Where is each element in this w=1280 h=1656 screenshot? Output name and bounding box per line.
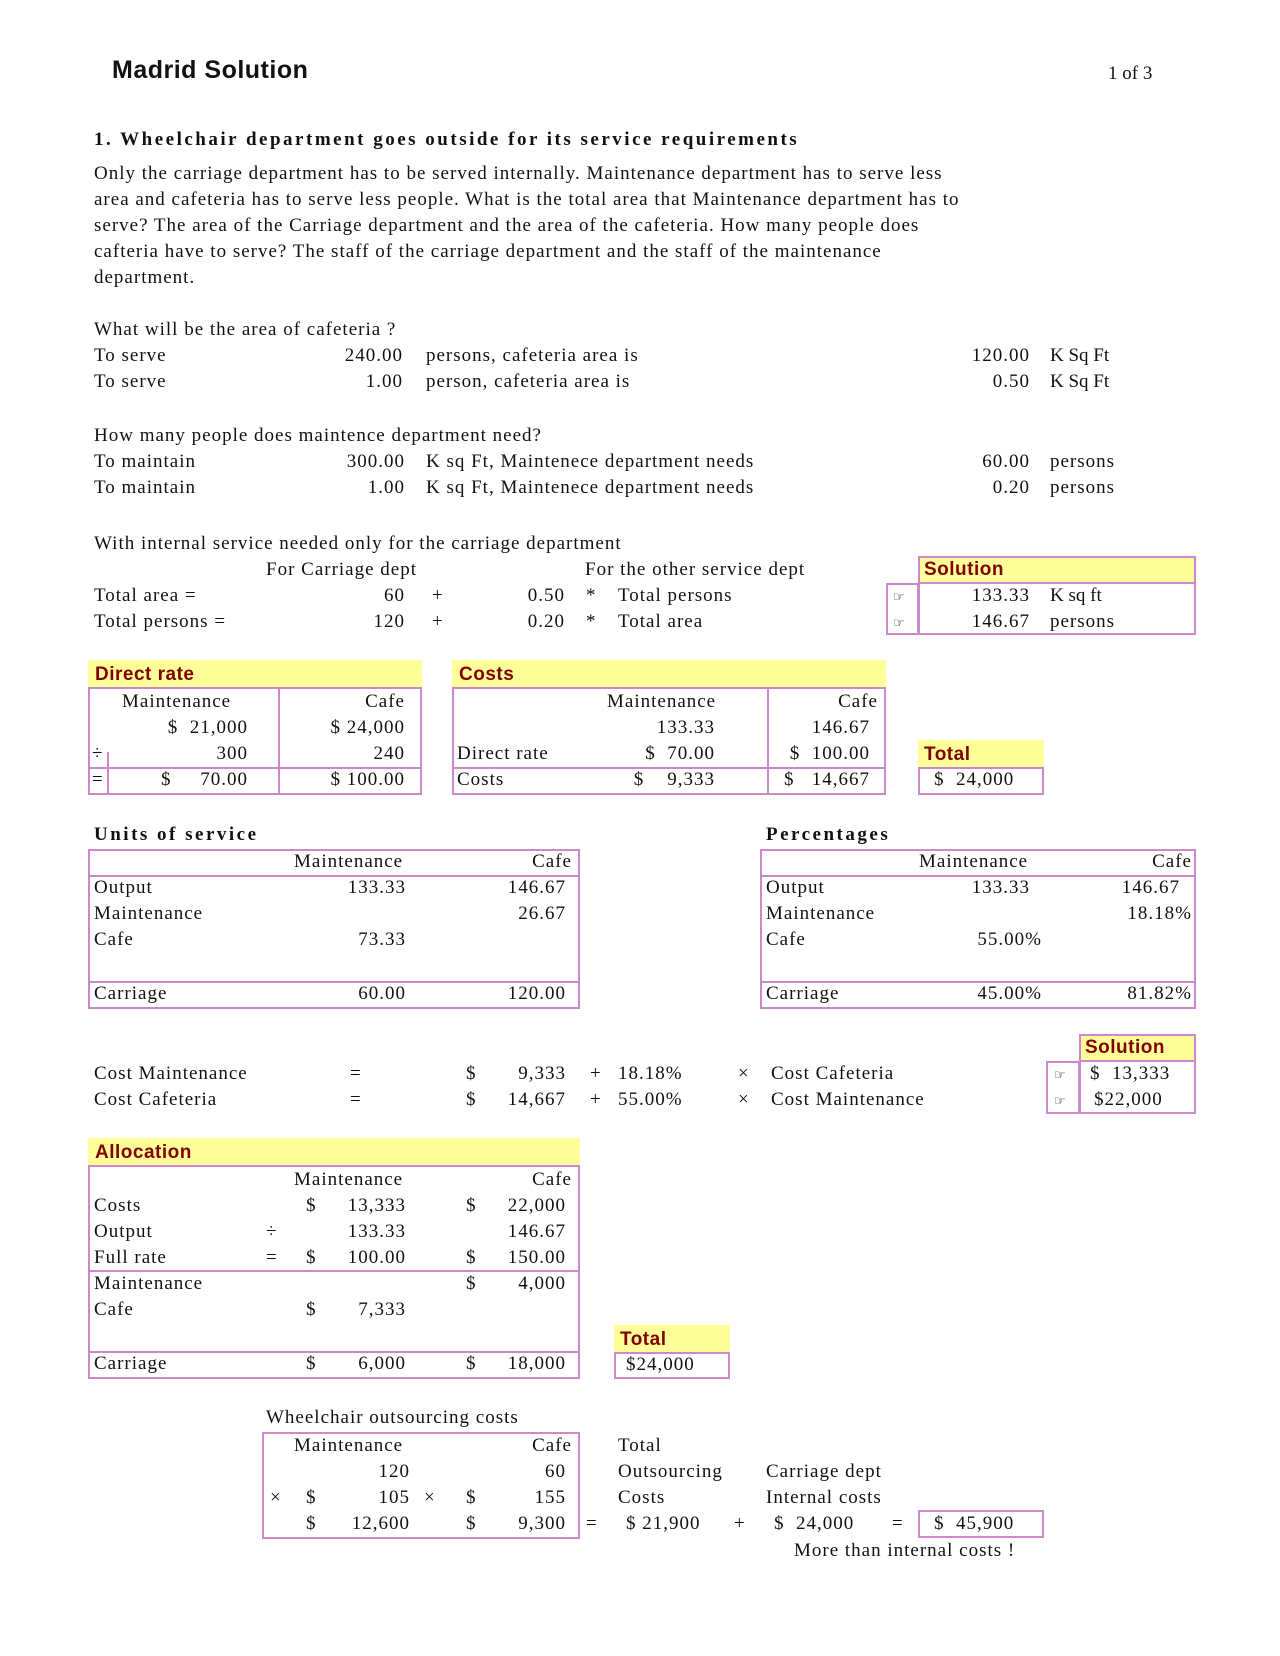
maint-value: 60.00: [358, 983, 406, 1004]
cafe-value: 4,000: [518, 1273, 566, 1294]
eq-pct: 55.00%: [618, 1089, 683, 1110]
eq-label: Cost Cafeteria: [94, 1089, 218, 1110]
units-title: Units of service: [94, 824, 259, 845]
equals-sign: =: [266, 1247, 278, 1268]
equals-sign: =: [350, 1089, 362, 1110]
cafe-price: 155: [534, 1487, 566, 1508]
column-rule: [767, 687, 769, 795]
page-title: Madrid Solution: [112, 56, 309, 84]
plus-sign: +: [590, 1063, 602, 1084]
times-sign: ×: [424, 1487, 436, 1508]
col-header: Cafe: [532, 1169, 572, 1190]
currency: $: [306, 1513, 317, 1534]
maint-value: 300: [216, 743, 248, 764]
row-label: Cafe: [94, 1299, 134, 1320]
eq-amount: 9,333: [518, 1063, 566, 1084]
row-carriage: 120: [373, 611, 405, 632]
solution-value: 133.33: [971, 585, 1030, 606]
solution-unit: persons: [1050, 611, 1116, 632]
intro-line: serve? The area of the Carriage department and the area of the cafeteria. How many people does: [94, 215, 920, 236]
column-rule: [107, 752, 109, 795]
row-label: Cafe: [94, 929, 134, 950]
outsourcing-title: Wheelchair outsourcing costs: [266, 1407, 519, 1428]
row-label: Maintenance: [94, 903, 204, 924]
maint-value: 73.33: [358, 929, 406, 950]
plus-sign: +: [432, 611, 444, 632]
cafe-value: 146.67: [507, 1221, 566, 1242]
total-value: $ 24,000: [934, 769, 1015, 790]
maint-value: 100.00: [347, 1247, 406, 1268]
row-desc: persons, cafeteria area is: [426, 345, 639, 366]
currency: $: [466, 1273, 477, 1294]
row-unit: K Sq Ft: [1050, 371, 1110, 392]
maint-value: 55.00%: [977, 929, 1042, 950]
currency: $: [466, 1089, 477, 1110]
col-header: Maintenance: [294, 851, 404, 872]
row-unit: K Sq Ft: [1050, 345, 1110, 366]
col-header: Cafe: [365, 691, 405, 712]
maint-value: 13,333: [347, 1195, 406, 1216]
row-desc: K sq Ft, Maintenece department needs: [426, 451, 755, 472]
col-header: Maintenance: [607, 691, 717, 712]
intro-line: area and cafeteria has to serve less people. What is the total area that Maintenance department has to: [94, 189, 960, 210]
row-unit: persons: [1050, 451, 1116, 472]
col-other: For the other service dept: [585, 559, 806, 580]
plus-sign: +: [432, 585, 444, 606]
eq-amount: 14,667: [507, 1089, 566, 1110]
row-label: Maintenance: [766, 903, 876, 924]
maint-cost: 12,600: [351, 1513, 410, 1534]
internal-heading: With internal service needed only for the carriage department: [94, 533, 622, 554]
times-sign: ×: [738, 1089, 750, 1110]
direct-rate-title: Direct rate: [95, 664, 195, 685]
divide-sign: ÷: [92, 743, 104, 764]
plus-sign: +: [734, 1513, 746, 1534]
maint-price: 105: [378, 1487, 410, 1508]
col-carriage: For Carriage dept: [266, 559, 418, 580]
maint-value: 45.00%: [977, 983, 1042, 1004]
page-number: 1 of 3: [1108, 63, 1153, 84]
equals-sign: =: [350, 1063, 362, 1084]
row-result: 120.00: [971, 345, 1030, 366]
row-other: Total area: [618, 611, 704, 632]
grand-total-value: $ 45,900: [934, 1513, 1015, 1534]
row-label: Carriage: [766, 983, 840, 1004]
row-result: 0.20: [992, 477, 1030, 498]
total-label: Costs: [618, 1487, 666, 1508]
row-label: To serve: [94, 371, 167, 392]
cafe-value: 81.82%: [1127, 983, 1192, 1004]
cafe-value: 146.67: [1121, 877, 1180, 898]
col-header: Cafe: [838, 691, 878, 712]
costs-header: [452, 660, 886, 687]
solution-title: Solution: [924, 559, 1004, 580]
maint-value: $ 70.00: [645, 743, 715, 764]
percentages-title: Percentages: [766, 824, 891, 845]
costs-title: Costs: [459, 664, 515, 685]
currency: $: [466, 1195, 477, 1216]
currency: $: [306, 1299, 317, 1320]
row-other: Total persons: [618, 585, 733, 606]
row-label: Total area =: [94, 585, 197, 606]
times-sign: ×: [270, 1487, 282, 1508]
pointing-hand-icon: ☞: [1054, 1068, 1066, 1083]
currency: $: [466, 1247, 477, 1268]
intro-line: department.: [94, 267, 196, 288]
total-outsourcing-value: $ 21,900: [626, 1513, 701, 1534]
row-label: Output: [766, 877, 825, 898]
solution-title: Solution: [1085, 1037, 1165, 1058]
row-label: Output: [94, 1221, 153, 1242]
maint-value: 133.33: [347, 1221, 406, 1242]
plus-sign: +: [590, 1089, 602, 1110]
maint-qty: 120: [378, 1461, 410, 1482]
eq-other: Cost Maintenance: [771, 1089, 925, 1110]
row-label: To maintain: [94, 477, 197, 498]
solution-value: $ 13,333: [1090, 1063, 1171, 1084]
col-header: Cafe: [532, 1435, 572, 1456]
total-value: $24,000: [626, 1354, 695, 1375]
cafe-area-question: What will be the area of cafeteria ?: [94, 319, 397, 340]
cafe-value: 18.18%: [1127, 903, 1192, 924]
pointing-hand-icon: ☞: [1054, 1094, 1066, 1109]
row-label: Costs: [457, 769, 505, 790]
intro-line: cafteria have to serve? The staff of the carriage department and the staff of the maintenance: [94, 241, 882, 262]
cafe-value: 146.67: [811, 717, 870, 738]
total-title: Total: [620, 1329, 667, 1350]
internal-label: Carriage dept: [766, 1461, 882, 1482]
cafe-value: 120.00: [507, 983, 566, 1004]
row-value: 240.00: [344, 345, 403, 366]
maint-value: $ 21,000: [167, 717, 248, 738]
eq-label: Cost Maintenance: [94, 1063, 248, 1084]
row-desc: person, cafeteria area is: [426, 371, 631, 392]
currency: $: [466, 1487, 477, 1508]
row-label: Direct rate: [457, 743, 549, 764]
internal-value: $ 24,000: [774, 1513, 855, 1534]
col-header: Cafe: [1152, 851, 1192, 872]
currency: $: [466, 1063, 477, 1084]
cafe-qty: 60: [545, 1461, 566, 1482]
row-value: 300.00: [346, 451, 405, 472]
cafe-value: 22,000: [507, 1195, 566, 1216]
cafe-value: 240: [373, 743, 405, 764]
eq-pct: 18.18%: [618, 1063, 683, 1084]
divide-sign: ÷: [266, 1221, 278, 1242]
col-header: Maintenance: [294, 1169, 404, 1190]
col-header: Cafe: [532, 851, 572, 872]
times-sign: *: [586, 585, 597, 606]
maint-value: 133.33: [347, 877, 406, 898]
row-desc: K sq Ft, Maintenece department needs: [426, 477, 755, 498]
solution-value: 146.67: [971, 611, 1030, 632]
row-label: Maintenance: [94, 1273, 204, 1294]
solution-value: $22,000: [1094, 1089, 1163, 1110]
row-label: Output: [94, 877, 153, 898]
cafe-value: 26.67: [518, 903, 566, 924]
row-label: Cafe: [766, 929, 806, 950]
currency: $: [466, 1353, 477, 1374]
cafe-value: $ 24,000: [330, 717, 405, 738]
internal-label: Internal costs: [766, 1487, 882, 1508]
col-header: Maintenance: [294, 1435, 404, 1456]
row-label: Carriage: [94, 1353, 168, 1374]
times-sign: ×: [738, 1063, 750, 1084]
row-label: To maintain: [94, 451, 197, 472]
row-label: Carriage: [94, 983, 168, 1004]
cafe-value: $ 100.00: [330, 769, 405, 790]
equals-sign: =: [586, 1513, 598, 1534]
intro-line: Only the carriage department has to be served internally. Maintenance department has to serve less: [94, 163, 943, 184]
row-label: Full rate: [94, 1247, 167, 1268]
maint-value: 133.33: [971, 877, 1030, 898]
solution-unit: K sq ft: [1050, 585, 1102, 606]
row-label: Costs: [94, 1195, 142, 1216]
maint-value: 6,000: [358, 1353, 406, 1374]
maint-question: How many people does maintence department need?: [94, 425, 542, 446]
total-label: Outsourcing: [618, 1461, 723, 1482]
currency: $: [306, 1247, 317, 1268]
currency: $: [306, 1195, 317, 1216]
row-carriage: 60: [384, 585, 405, 606]
row-result: 0.50: [992, 371, 1030, 392]
cafe-value: 150.00: [507, 1247, 566, 1268]
equals-sign: =: [92, 769, 104, 790]
row-value: 1.00: [365, 371, 403, 392]
maint-value: 133.33: [656, 717, 715, 738]
times-sign: *: [586, 611, 597, 632]
row-coef: 0.50: [527, 585, 565, 606]
pointing-hand-icon: ☞: [893, 590, 905, 605]
equals-sign: =: [892, 1513, 904, 1534]
currency: $: [306, 1487, 317, 1508]
row-label: To serve: [94, 345, 167, 366]
column-rule: [278, 687, 280, 795]
row-unit: persons: [1050, 477, 1116, 498]
total-label: Total: [618, 1435, 662, 1456]
row-value: 1.00: [367, 477, 405, 498]
cafe-value: 18,000: [507, 1353, 566, 1374]
allocation-title: Allocation: [95, 1142, 192, 1163]
currency: $: [306, 1353, 317, 1374]
cafe-value: $ 14,667: [784, 769, 870, 790]
col-header: Maintenance: [122, 691, 232, 712]
row-coef: 0.20: [527, 611, 565, 632]
conclusion-note: More than internal costs !: [794, 1540, 1016, 1561]
col-header: Maintenance: [919, 851, 1029, 872]
eq-other: Cost Cafeteria: [771, 1063, 895, 1084]
maint-value: $ 70.00: [161, 769, 248, 790]
section-heading: 1. Wheelchair department goes outside for its service requirements: [94, 129, 800, 150]
pointing-hand-icon: ☞: [893, 616, 905, 631]
row-label: Total persons =: [94, 611, 227, 632]
cafe-value: 146.67: [507, 877, 566, 898]
maint-value: 7,333: [358, 1299, 406, 1320]
maint-value: $ 9,333: [633, 769, 715, 790]
cafe-value: $ 100.00: [789, 743, 870, 764]
row-result: 60.00: [982, 451, 1030, 472]
total-title: Total: [924, 744, 971, 765]
currency: $: [466, 1513, 477, 1534]
cafe-cost: 9,300: [518, 1513, 566, 1534]
